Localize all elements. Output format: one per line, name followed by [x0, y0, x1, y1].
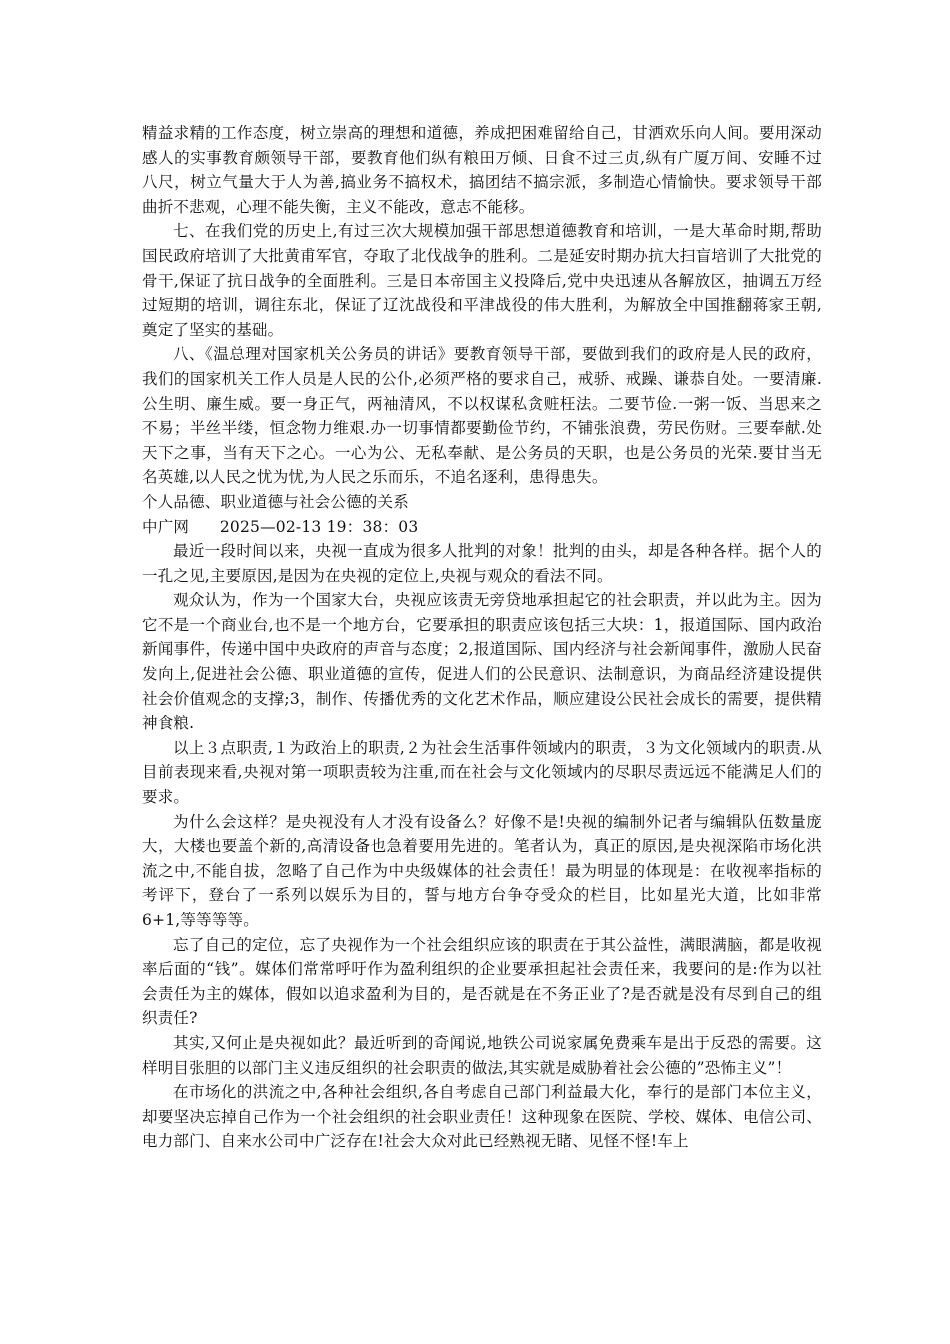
- paragraph: 为什么会这样？是央视没有人才没有设备么？好像不是!央视的编制外记者与编辑队伍数量庞大，大楼也要盖个新的,高清设备也急着要用先进的。笔者认为，真正的原因,是央视深陷市场化洪流之中,不能自拔，忽略了自己作为中央级媒体的社会责任！最为明显的体现是：在收视率指标的考评下，登台了一系列以娱乐为目的，誓与地方台争夺受众的栏目，比如星光大道，比如非常 6+1,等等等等。: [142, 812, 822, 929]
- paragraph: 以上３点职责,１为政治上的职责,２为社会生活事件领域内的职责，３为文化领域内的职责.从目前表现来看,央视对第一项职责较为注重,而在社会与文化领域内的尽职尽责远远不能满足人们的要求。: [142, 738, 822, 807]
- paragraph: 精益求精的工作态度，树立崇高的理想和道德，养成把困难留给自己，甘洒欢乐向人间。要用深动感人的实事教育颇领导干部，要教育他们纵有粮田万倾、日食不过三贞,纵有广厦万间、安睡不过八尺，树立气量大于人为善,搞业务不搞权术，搞团结不搞宗派，多制造心情愉快。要求领导干部曲折不悲观，心理不能失衡，主义不能改，意志不能移。: [142, 124, 822, 216]
- paragraph: 最近一段时间以来，央视一直成为很多人批判的对象！批判的由头，却是各种各样。据个人的一孔之见,主要原因,是因为在央视的定位上,央视与观众的看法不同。: [142, 542, 822, 585]
- paragraph: 其实,又何止是央视如此？最近听到的奇闻说,地铁公司说家属免费乘车是出于反恐的需要。这样明目张胆的以部门主义违反组织的社会职责的做法,其实就是威胁着社会公德的”恐怖主义”！: [142, 1033, 822, 1077]
- paragraph: 七、在我们党的历史上,有过三次大规模加强干部思想道德教育和培训，一是大革命时期,帮助国民政府培训了大批黄甫军官，夺取了北伐战争的胜利。二是延安时期办抗大扫盲培训了大批党的骨干,保证了抗日战争的全面胜利。三是日本帝国主义投降后,党中央迅速从各解放区，抽调五万经过短期的培训，调往东北，保证了辽沈战役和平津战役的伟大胜利，为解放全中国推翻蒋家王朝,奠定了坚实的基础。: [142, 222, 822, 339]
- paragraph: 忘了自己的定位，忘了央视作为一个社会组织应该的职责在于其公益性，满眼满脑，都是收视率后面的“钱”。媒体们常常呼吁作为盈利组织的企业要承担起社会责任来，我要问的是:作为以社会责任为主的媒体，假如以追求盈利为目的，是否就是在不务正业了?是否就是没有尽到自己的组织责任?: [142, 935, 822, 1028]
- article-source-line: 中广网 2025—02-13 19：38：03: [142, 517, 419, 536]
- paragraph: 八、《温总理对国家机关公务员的讲话》要教育领导干部，要做到我们的政府是人民的政府，我们的国家机关工作人员是人民的公仆,必须严格的要求自己，戒骄、戒躁、谦恭自处。一要清廉.公生明、廉生威。要一身正气，两袖清风，不以权谋私贪赃枉法。二要节俭.一粥一饭、当思来之不易；半丝半缕，恒念物力维艰.办一切事情都要勤俭节约，不铺张浪费，劳民伤财。三要奉献.处天下之事，当有天下之心。一心为公、无私奉献、是公务员的天职，也是公务员的光荣.要甘当无名英雄,以人民之忧为忧,为人民之乐而乐，不追名逐利，患得患失。: [142, 345, 822, 487]
- paragraph: 在市场化的洪流之中,各种社会组织,各自考虑自己部门利益最大化，奉行的是部门本位主义，却要坚决忘掉自己作为一个社会组织的社会职业责任！这种现象在医院、学校、媒体、电信公司、电力部门、自来水公司中广泛存在!社会大众对此已经熟视无睹、见怪不怪!车上: [142, 1083, 822, 1151]
- article-title: 个人品德、职业道德与社会公德的关系: [142, 492, 409, 511]
- paragraph: 观众认为，作为一个国家大台，央视应该责无旁贷地承担起它的社会职责，并以此为主。因为它不是一个商业台,也不是一个地方台，它要承担的职责应该包括三大块：1，报道国际、国内政治新闻事件，传递中国中央政府的声音与态度；2,报道国际、国内经济与社会新闻事件，激励人民奋发向上,促进社会公德、职业道德的宣传，促进人们的公民意识、法制意识，为商品经济建设提供社会价值观念的支撑;3，制作、传播优秀的文化艺术作品，顺应建设公民社会成长的需要，提供精神食粮.: [142, 591, 822, 733]
- document-body: [142, 121, 822, 1154]
